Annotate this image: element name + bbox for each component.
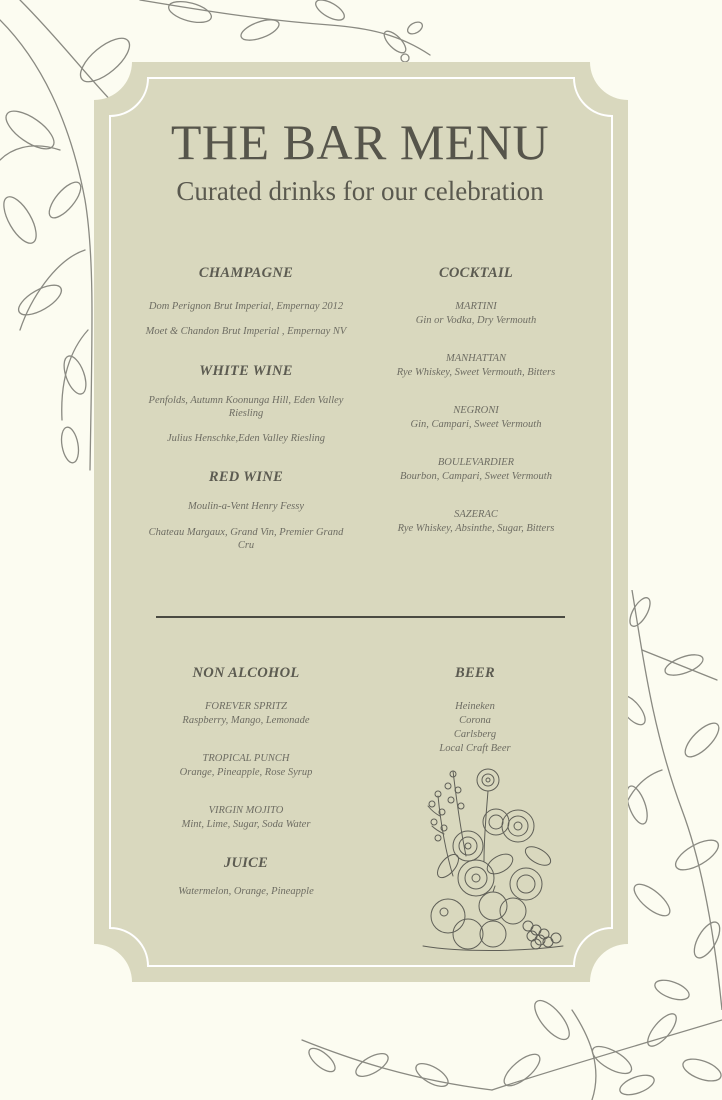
list-item: Moet & Chandon Brut Imperial , Empernay NV — [145, 326, 347, 337]
drink-name: MARTINI — [455, 301, 497, 312]
drink-description: Rye Whiskey, Sweet Vermouth, Bitters — [396, 367, 556, 378]
list-item: Carlsberg — [453, 729, 497, 740]
list-item: Corona — [459, 715, 491, 726]
drink-name: BOULEVARDIER — [437, 457, 515, 468]
list-item: Julius Henschke,Eden Valley Riesling — [166, 433, 326, 444]
non-alcohol-column — [150, 662, 342, 902]
drink-name: SAZERAC — [454, 509, 498, 520]
list-item: Penfolds, Autumn Koonunga Hill, Eden Valley — [148, 395, 344, 406]
drink-description: Gin or Vodka, Dry Vermouth — [415, 315, 537, 326]
drink-name: FOREVER SPRITZ — [205, 701, 287, 712]
red-wine-heading: RED WINE — [208, 469, 284, 485]
non-alcohol-heading: NON ALCOHOL — [192, 665, 300, 681]
page-subtitle: Curated drinks for our celebration — [176, 176, 544, 206]
champagne-heading: CHAMPAGNE — [198, 265, 294, 281]
list-item: Dom Perignon Brut Imperial, Empernay 2012 — [148, 301, 344, 312]
fruit-flower-bouquet-illustration — [418, 766, 568, 956]
cocktail-column — [370, 262, 582, 542]
drink-name: MANHATTAN — [445, 353, 507, 364]
list-item: Heineken — [455, 701, 495, 712]
list-item: Local Craft Beer — [439, 743, 511, 754]
list-item: Chateau Margaux, Grand Vin, Premier Grand — [148, 527, 344, 538]
section-divider — [156, 616, 565, 618]
juice-heading: JUICE — [223, 855, 269, 871]
drink-description: Rye Whiskey, Absinthe, Sugar, Bitters — [397, 523, 555, 534]
drink-name: VIRGIN MOJITO — [208, 805, 284, 816]
drink-description: Orange, Pineapple, Rose Syrup — [179, 767, 313, 778]
drink-description: Mint, Lime, Sugar, Soda Water — [181, 819, 311, 830]
drink-name: TROPICAL PUNCH — [202, 753, 290, 764]
page-title: THE BAR MENU — [170, 114, 550, 170]
drink-name: NEGRONI — [453, 405, 499, 416]
list-item: Watermelon, Orange, Pineapple — [178, 886, 314, 897]
drink-description: Gin, Campari, Sweet Vermouth — [410, 419, 542, 430]
list-item: Cru — [237, 540, 255, 551]
drink-description: Bourbon, Campari, Sweet Vermouth — [400, 471, 552, 482]
list-item: Riesling — [228, 408, 264, 419]
beer-heading: BEER — [455, 665, 495, 681]
cocktail-heading: COCKTAIL — [438, 265, 514, 281]
wine-column — [130, 262, 362, 562]
white-wine-heading: WHITE WINE — [199, 363, 293, 379]
beer-column — [395, 662, 555, 762]
list-item: Moulin-a-Vent Henry Fessy — [187, 501, 305, 512]
drink-description: Raspberry, Mango, Lemonade — [182, 715, 310, 726]
